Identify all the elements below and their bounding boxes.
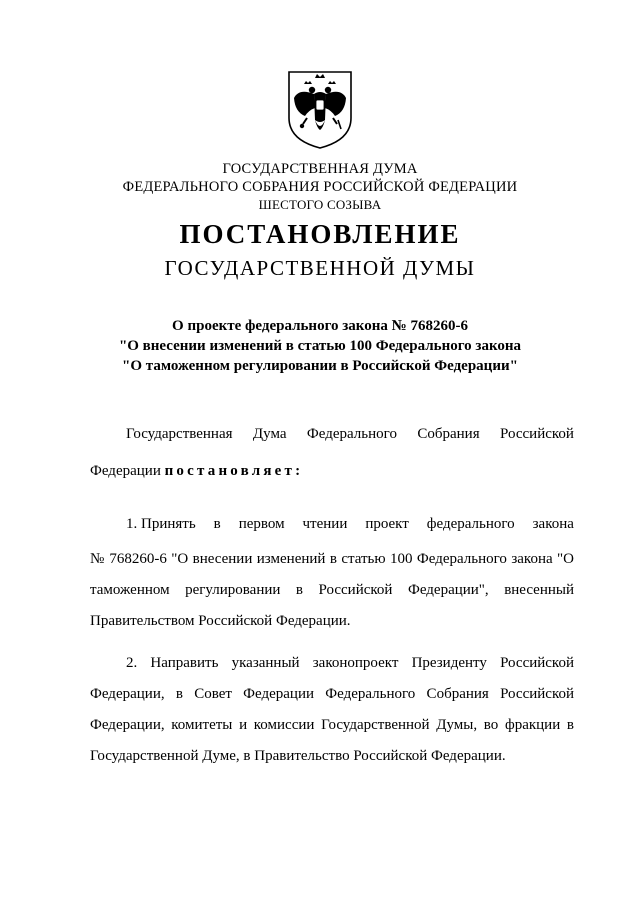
subject-line-1: О проекте федерального закона № 768260-6 [172, 318, 468, 334]
preamble-word: Российской [500, 426, 574, 442]
decree-word: постановляет: [164, 463, 304, 479]
document-subject [0, 316, 640, 376]
item-1-word: в [213, 516, 221, 532]
item-1-word: 1. Принять [126, 516, 196, 532]
organization-header [0, 160, 640, 214]
item-1-word: федерального [426, 516, 515, 532]
org-line-2: ФЕДЕРАЛЬНОГО СОБРАНИЯ РОССИЙСКОЙ ФЕДЕРАЦИИ [122, 179, 518, 195]
preamble-word: Федерального [306, 426, 397, 442]
item-1-word: первом [238, 516, 285, 532]
russian-coat-of-arms-icon [285, 68, 355, 150]
item-1-paragraph [90, 509, 574, 637]
item-1-word: закона [532, 516, 574, 532]
subject-line-3: "О таможенном регулировании в Российской Федерации" [122, 358, 518, 374]
item-2-paragraph [90, 648, 574, 772]
item-1-line-1 [90, 509, 574, 540]
preamble-word: Собрания [417, 426, 480, 442]
org-line-1: ГОСУДАРСТВЕННАЯ ДУМА [222, 161, 418, 177]
preamble-line-2-text: Федерации [90, 463, 165, 479]
item-1-word: проект [365, 516, 409, 532]
preamble-line-1 [90, 419, 574, 450]
coat-of-arms-emblem [285, 68, 355, 150]
subject-line-2: "О внесении изменений в статью 100 Федерального закона [118, 338, 522, 354]
preamble-paragraph [90, 419, 574, 487]
document-type-title: ПОСТАНОВЛЕНИЕ [179, 219, 461, 249]
preamble-word: Государственная [126, 426, 233, 442]
preamble-line-2 [90, 456, 574, 487]
item-1-text: № 768260-6 "О внесении изменений в статью 100 Федерального закона "О таможенном регулировании в Российской Федерации", внесенный Правительством Российской Федерации. [90, 551, 574, 629]
preamble-word: Дума [252, 426, 287, 442]
item-2-text: 2. Направить указанный законопроект Президенту Российской Федерации, в Совет Федерации Федерального Собрания Российской Федерации, комитеты и комиссии Государственной Думы, во фракции в Государственной Думе, в Правительство Российской Федерации. [90, 655, 574, 764]
document-issuer: ГОСУДАРСТВЕННОЙ ДУМЫ [164, 256, 476, 280]
item-1-word: чтении [302, 516, 348, 532]
org-line-3: ШЕСТОГО СОЗЫВА [258, 197, 382, 212]
